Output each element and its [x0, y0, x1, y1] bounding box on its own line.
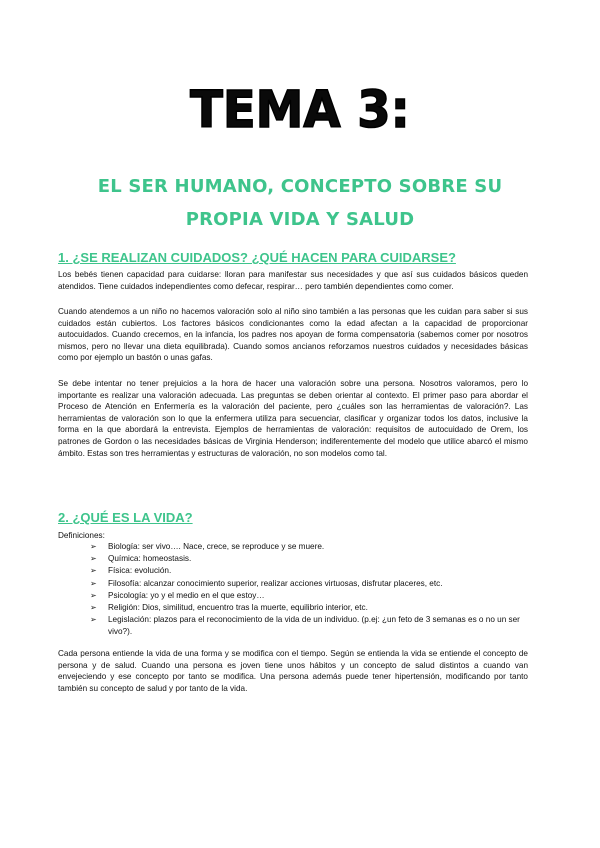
section-1-paragraph-3: Se debe intentar no tener prejuicios a la hora de hacer una valoración sobre una persona. Nosotros valoramos, pero lo importante es realizar una valoración adecuada. Las preguntas se deben orientar al contexto. El primer paso para abordar el Proceso de Atención en Enfermería es la valoración del paciente, pero ¿cuáles son las herramientas de valoración?. Las herramientas de valoración son lo que la enfermera utiliza para secuenciar, clasificar y organizar todos los datos, inclusive la forma en la que abordará la entrevista. Ejemplos de herramientas de valoración: requisitos de autocuidado de Orem, los patrones de Gordon o las necesidades básicas de Virginia Henderson; indiferentemente del modelo que utilice abarcó el mismo ámbito. Estas son tres herramientas y estructuras de valoración, no son modelos como tal.: [58, 379, 528, 458]
list-item: [90, 541, 530, 553]
definition-religion: Religión: Dios, similitud, encuentro tras la muerte, equilibrio interior, etc.: [108, 603, 368, 613]
arrow-bullet-icon: ➢: [90, 578, 97, 588]
list-item: [90, 578, 530, 590]
list-item: [90, 590, 530, 602]
page-title: TEMA 3:: [190, 80, 410, 140]
definition-biologia: Biología: ser vivo…. Nace, crece, se reproduce y se muere.: [108, 542, 325, 551]
list-item: [90, 602, 530, 614]
arrow-bullet-icon: ➢: [90, 566, 97, 576]
section-1-heading: 1. ¿SE REALIZAN CUIDADOS? ¿QUÉ HACEN PARA CUIDARSE?: [58, 250, 456, 265]
definition-legislacion: Legislación: plazos para el reconocimiento de la vida de un individuo. (p.ej: ¿un feto de 3 semanas es o no un ser vivo?).: [108, 615, 520, 637]
definition-fisica: Física: evolución.: [108, 566, 172, 576]
arrow-bullet-icon: ➢: [90, 615, 97, 625]
arrow-bullet-icon: ➢: [90, 554, 97, 564]
section-2-paragraph: Cada persona entiende la vida de una forma y se modifica con el tiempo. Según se entienda la vida se entiende el concepto de persona y de salud. Cuando una persona es joven tiene unos hábitos y un concepto de salud distintos a cuando van envejeciendo y ese concepto por tanto se modifica. Una persona además puede tener hipertensión, modificando por tanto también su concepto de salud y por tanto de la vida.: [58, 649, 528, 693]
arrow-bullet-icon: ➢: [90, 603, 97, 613]
list-item: [90, 565, 530, 577]
definition-filosofia: Filosofía: alcanzar conocimiento superior, realizar acciones virtuosas, disfrutar placeres, etc.: [108, 578, 443, 588]
section-1-paragraph-2: Cuando atendemos a un niño no hacemos valoración solo al niño sino también a las personas que les cuidan para saber si sus cuidados están cubiertos. Los factores básicos condicionantes como la edad afectan a la capacidad de proporcionar autocuidados. Cuando crecemos, en la infancia, los padres nos apoyan de forma compensatoria (sabemos comer por nosotros mismos, pero no llevar una dieta equilibrada). Cuando somos ancianos reforzamos nuestros cuidados y necesidades básicas como por ejemplo un bastón o unas gafas.: [58, 307, 528, 363]
definition-psicologia: Psicología: yo y el medio en el que estoy…: [108, 590, 265, 600]
arrow-bullet-icon: ➢: [90, 542, 97, 551]
list-item: [90, 553, 530, 565]
section-1-paragraph-1: Los bebés tienen capacidad para cuidarse: lloran para manifestar sus necesidades y que así sus cuidados básicos queden atendidos. Tiene cuidados independientes como defecar, respirar… pero también dependientes como comer.: [58, 270, 528, 291]
definitions-list: [90, 541, 530, 639]
list-item: [90, 614, 530, 638]
section-2-heading: 2. ¿QUÉ ES LA VIDA?: [58, 510, 193, 525]
definition-quimica: Química: homeostasis.: [108, 554, 192, 564]
arrow-bullet-icon: ➢: [90, 590, 97, 600]
definitions-label: Definiciones:: [58, 531, 105, 540]
subtitle-line-2: PROPIA VIDA Y SALUD: [185, 209, 415, 230]
subtitle-line-1: EL SER HUMANO, CONCEPTO SOBRE SU: [97, 176, 503, 197]
